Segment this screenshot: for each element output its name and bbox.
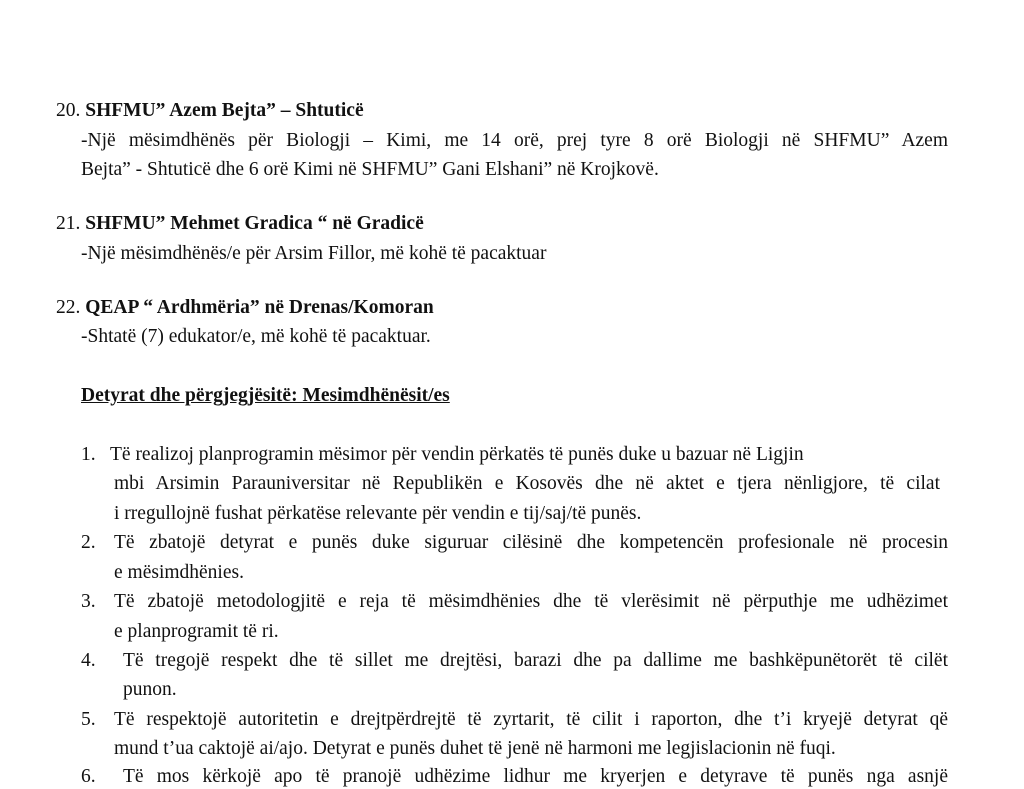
section-number: 20. [56,100,81,121]
duty-1-line-1: Të realizoj planprogramin mësimor për vendin përkatës të punës duke u bazuar në Ligjin [110,444,804,465]
duty-3-line-2: e planprogramit të ri. [114,621,279,642]
section-title: SHFMU” Azem Bejta” – Shtuticë [85,100,364,121]
duty-1-line-3: i rregullojnë fushat përkatëse relevante për vendin e tij/saj/të punës. [114,503,642,524]
duty-5-number: 5. [81,709,96,730]
section-20-line-1: -Një mësimdhënës për Biologji – Kimi, me 14 orë, prej tyre 8 orë Biologji në SHFMU” Azem [81,130,948,151]
duties-heading: Detyrat dhe përgjegjësitë: Mesimdhënësit/es [81,385,450,406]
section-20-heading [56,99,364,123]
duty-3-line-1: Të zbatojë metodologjitë e reja të mësimdhënies dhe të vlerësimit në përputhje me udhëzimet [114,591,948,612]
duty-5-line-2: mund t’ua caktojë ai/ajo. Detyrat e punës duhet të jenë në harmoni me legjislacionin në fuqi. [114,738,836,759]
duty-5-line-1: Të respektojë autoritetin e drejtpërdrejtë të zyrtarit, të cilit i raporton, dhe t’i kryejë detyrat që [114,709,948,730]
section-22-heading [56,296,434,320]
duty-2-line-1: Të zbatojë detyrat e punës duke siguruar cilësinë dhe kompetencën profesionale në procesin [114,532,948,553]
duty-6-line-1: Të mos kërkojë apo të pranojë udhëzime lidhur me kryerjen e detyrave të punës nga asnjë [123,766,948,787]
section-title: SHFMU” Mehmet Gradica “ në Gradicë [85,213,424,234]
section-number: 21. [56,213,81,234]
duty-2-line-2: e mësimdhënies. [114,562,244,583]
duty-6-number: 6. [81,766,96,787]
section-22-line-1: -Shtatë (7) edukator/e, më kohë të pacaktuar. [81,326,431,347]
duty-2-number: 2. [81,532,96,553]
duty-3-number: 3. [81,591,96,612]
duty-1-line-2: mbi Arsimin Parauniversitar në Republikën e Kosovës dhe në aktet e tjera nënligjore, të cilat [114,473,940,494]
duty-4-line-2: punon. [123,679,177,700]
section-20-line-2: Bejta” - Shtuticë dhe 6 orë Kimi në SHFMU” Gani Elshani” në Krojkovë. [81,159,659,180]
duty-4-number: 4. [81,650,96,671]
section-title: QEAP “ Ardhmëria” në Drenas/Komoran [85,297,434,318]
duty-1-number: 1. [81,444,96,465]
duty-4-line-1: Të tregojë respekt dhe të sillet me drejtësi, barazi dhe pa dallime me bashkëpunëtorët të cilët [123,650,948,671]
section-number: 22. [56,297,81,318]
section-21-heading [56,212,424,236]
section-21-line-1: -Një mësimdhënës/e për Arsim Fillor, më kohë të pacaktuar [81,243,547,264]
